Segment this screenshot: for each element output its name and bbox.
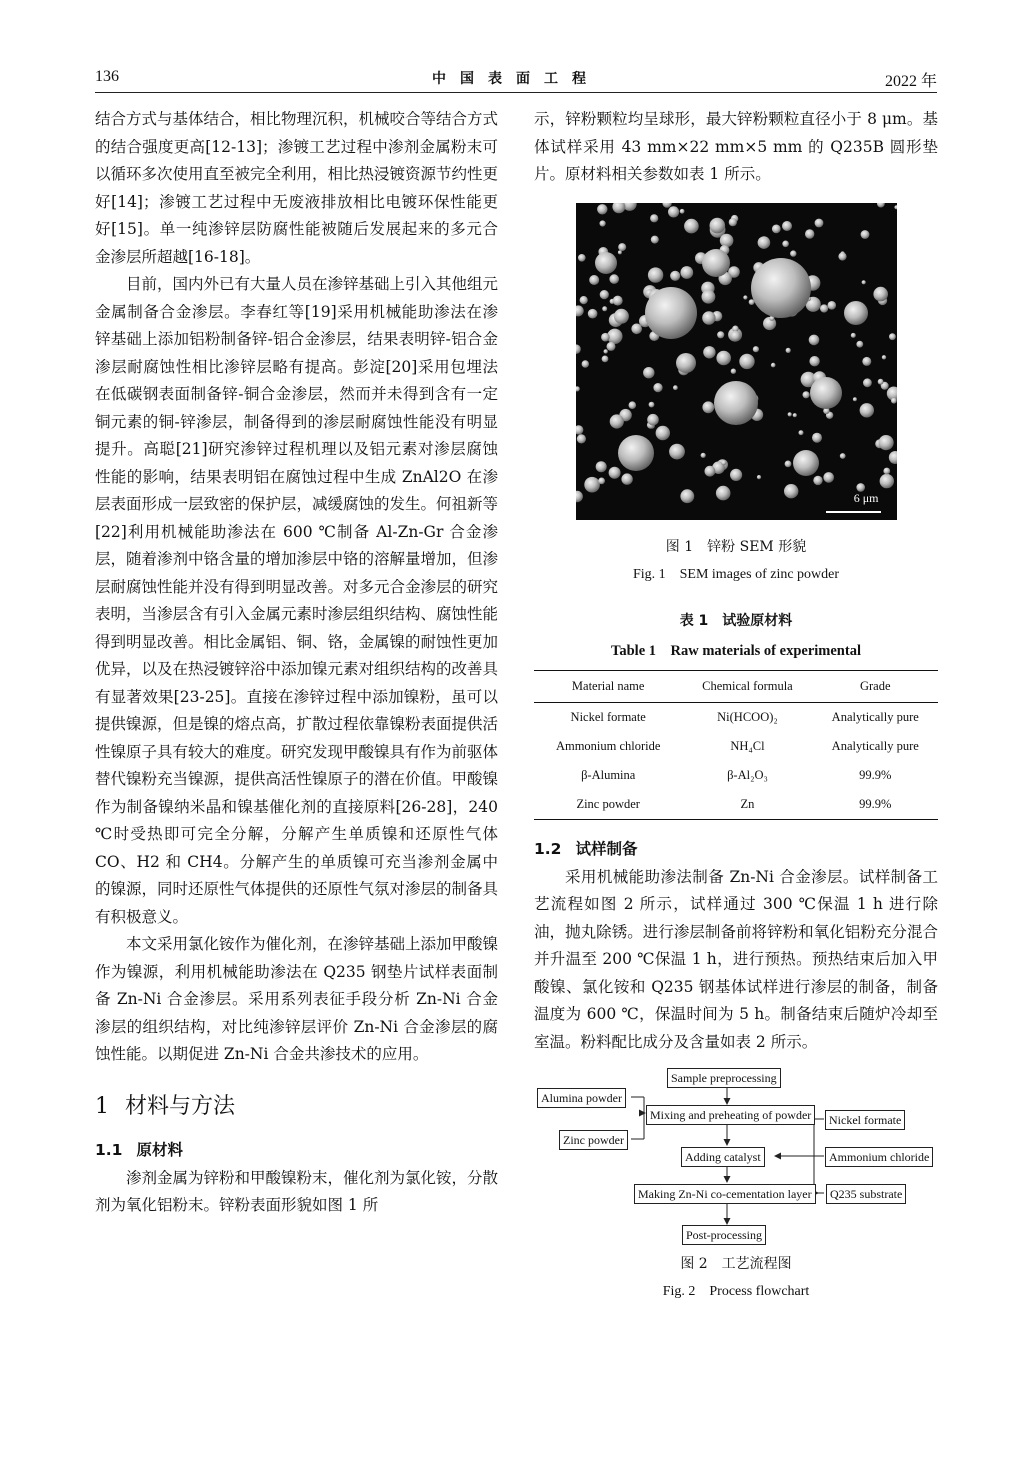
zinc-particle: [613, 308, 628, 323]
zinc-particle: [680, 266, 693, 279]
flow-step-mixing-preheating: Mixing and preheating of powder: [646, 1105, 815, 1125]
column-header: Material name: [534, 670, 682, 702]
zinc-particle: [889, 333, 896, 340]
zinc-particle: [813, 475, 822, 484]
flow-input-alumina-powder: Alumina powder: [537, 1088, 626, 1108]
flow-input-ammonium-chloride: Ammonium chloride: [825, 1147, 933, 1167]
zinc-particle: [709, 217, 725, 233]
zinc-particle: [704, 465, 715, 476]
zinc-particle: [669, 443, 685, 459]
zinc-particle: [584, 476, 600, 492]
zinc-particle: [879, 473, 893, 487]
zinc-particle: [597, 204, 607, 214]
paragraph-zinc-powder: 示，锌粉颗粒均呈球形，最大锌粉颗粒直径小于 8 μm。基体试样采用 43 mm×22 mm×5 mm 的 Q235B 圆形垫片。原材料相关参数如表 1 所示。: [534, 110, 938, 183]
zinc-particle: [715, 485, 730, 500]
zinc-particle: [599, 220, 605, 226]
flow-input-zinc-powder: Zinc powder: [559, 1130, 628, 1150]
zinc-particle: [756, 475, 760, 479]
zinc-particle: [785, 347, 790, 352]
paragraph-continued: 结合方式与基体结合，相比物理沉积，机械咬合等结合方式的结合强度更高[12-13]；渗镀工艺过程中渗剂金属粉末可以循环多次使用直至被完全利用，相比热浸镀资源节约性更好[14]；渗镀工艺过程中无废液排放相比电镀环保性能更好[15]。单一纯渗锌层防腐性能被随后发展起来的多元合金渗层所超越[16-18]。: [95, 110, 499, 266]
flow-step-post-processing: Post-processing: [682, 1225, 766, 1245]
subsection-heading-sample-prep: [534, 836, 938, 862]
zinc-particle: [621, 473, 632, 484]
zinc-particle: [721, 460, 726, 465]
zinc-particle: [581, 360, 588, 367]
table-cell: β-Alumina: [581, 767, 636, 782]
flow-input-nickel-formate: Nickel formate: [825, 1110, 905, 1130]
page-number: 136: [95, 68, 119, 85]
zinc-particle: [606, 341, 615, 350]
zinc-particle: [670, 270, 680, 280]
zinc-particle: [814, 218, 823, 227]
zinc-particle: [662, 203, 671, 208]
zinc-particle: [770, 362, 775, 367]
zinc-particle: [844, 301, 868, 325]
zinc-particle: [602, 306, 607, 311]
zinc-particle: [701, 289, 715, 303]
zinc-particle: [650, 214, 658, 222]
zinc-particle: [647, 267, 662, 282]
zinc-particle: [827, 301, 836, 310]
section-number: 1: [95, 1093, 109, 1119]
zinc-particle: [730, 368, 735, 373]
zinc-particle: [576, 305, 584, 316]
zinc-particle: [859, 403, 873, 417]
table-cell: 99.9%: [859, 767, 892, 782]
zinc-particle: [881, 355, 885, 359]
zinc-particle: [643, 367, 654, 378]
table-cell: Analytically pure: [831, 738, 919, 753]
zinc-particle: [702, 311, 715, 324]
zinc-particle: [631, 323, 642, 334]
raw-materials-table: [534, 670, 938, 820]
zinc-particle: [856, 340, 863, 347]
zinc-particle: [700, 452, 705, 457]
section-title: 材料与方法: [125, 1093, 236, 1119]
zinc-particle: [792, 413, 796, 417]
paragraph-prior-work: 目前，国内外已有大量人员在渗锌基础上引入其他组元金属制备合金渗层。李春红等[19]采用机械能助渗法在渗锌基础上添加铝粉制备锌-铝合金渗层，结果表明锌-铝合金渗层耐腐蚀性相比渗锌层略有提高。彭淀[20]采用包埋法在低碳钢表面制备锌-铜合金渗层，然而并未得到含有一定铜元素的铜-锌渗层，制备得到的渗层耐腐蚀性能没有明显提升。高聪[21]研究渗锌过程机理以及铝元素对渗层腐蚀性能的影响，结果表明铝在腐蚀过程中生成 ZnAl2O 在渗层表面形成一层致密的保护层，减缓腐蚀的发生。何祖新等[22]利用机械能助渗法在 600 ℃制备 Al-Zn-Gr 合金渗层，随着渗剂中铬含量的增加渗层中铬的溶解量增加，但渗层耐腐蚀性能并没有得到明显改善。对多元合金渗层的研究表明，当渗层含有引入金属元素时渗层组织结构、腐蚀性能得到明显改善。相比金属铝、铜、铬，金属镍的耐蚀性更加优异，以及在热浸镀锌浴中添加镍元素对组织结构的改善具有显著效果[23-25]。直接在渗锌过程中添加镍粉，虽可以提供镍源，但是镍的熔点高，扩散过程依靠镍粉表面提供活性镍原子具有较大的难度。研究发现甲酸镍具有作为前驱体替代镍粉充当镍源，提供高活性镍原子的潜在价值。甲酸镍作为制备镍纳米晶和镍基催化剂的直接原料[26-28]，240 ℃时受热即可完全分解，分解产生单质镍和还原性气体 CO、H2 和 CH4。分解产生的单质镍可充当渗剂金属中的镍源，同时还原性气体提供的还原性气氛对渗层的制备具有积极意义。: [95, 275, 499, 926]
zinc-particle: [757, 236, 770, 249]
table-row: [534, 761, 938, 790]
zinc-particle: [730, 468, 742, 480]
zinc-particle: [863, 378, 872, 387]
zinc-particle: [612, 295, 622, 305]
subsection-title: 原材料: [136, 1140, 183, 1159]
flow-step-adding-catalyst: Adding catalyst: [681, 1147, 765, 1167]
zinc-particle: [702, 249, 730, 277]
zinc-particle: [595, 252, 617, 274]
zinc-particle: [793, 450, 819, 476]
right-column: [534, 106, 938, 1303]
zinc-particle: [576, 344, 581, 354]
table-cell: Zn: [682, 790, 812, 820]
zinc-particle: [894, 205, 897, 209]
zinc-particle: [810, 377, 842, 409]
table-cell: Analytically pure: [831, 709, 919, 724]
zinc-particle: [883, 467, 890, 474]
table-header-row: [534, 670, 938, 702]
zinc-particle: [645, 287, 697, 339]
figure-2-caption-en: Fig. 2 Process flowchart: [662, 1284, 810, 1299]
zinc-particle: [771, 224, 780, 233]
zinc-particle: [702, 401, 714, 413]
zinc-particle: [653, 383, 662, 392]
zinc-particle: [595, 461, 606, 472]
zinc-particle: [877, 203, 885, 208]
zinc-particle: [578, 254, 586, 262]
left-column: [95, 106, 498, 1220]
publication-year: 2022 年: [884, 73, 937, 90]
zinc-particle: [714, 381, 758, 425]
table-cell: β-Al₂O₃: [727, 767, 768, 782]
zinc-particle: [576, 434, 585, 443]
zinc-particle: [852, 397, 856, 401]
zinc-particle: [587, 308, 597, 318]
zinc-particle: [805, 229, 814, 238]
table-cell: 99.9%: [812, 790, 938, 820]
flow-input-q235-substrate: Q235 substrate: [826, 1184, 906, 1204]
zinc-particle: [628, 401, 636, 409]
zinc-particle: [612, 203, 625, 213]
zinc-particle: [839, 453, 845, 459]
zinc-particle: [679, 208, 684, 213]
subsection-heading-raw-materials: [95, 1137, 498, 1163]
figure-1-caption-en: Fig. 1 SEM images of zinc powder: [632, 566, 840, 582]
table-row: [534, 702, 938, 732]
zinc-particle: [680, 489, 694, 503]
zinc-particle: [609, 414, 623, 428]
zinc-particle: [838, 252, 846, 260]
zinc-particle: [598, 477, 605, 484]
zinc-particle: [808, 334, 819, 345]
running-header: [95, 66, 937, 93]
zinc-particle: [717, 331, 724, 338]
zinc-particle: [599, 290, 608, 299]
table-cell: Ni(HCOO)₂: [717, 709, 778, 724]
paragraph-raw-materials: 渗剂金属为锌粉和甲酸镍粉末，催化剂为氯化铵，分散剂为氧化铝粉末。锌粉表面形貌如图 1 所: [95, 1168, 499, 1214]
figure-2-caption-cn: 图 2 工艺流程图: [680, 1256, 792, 1272]
zinc-particle: [784, 460, 791, 467]
zinc-particle: [603, 349, 607, 353]
paragraph-sample-prep: 采用机械能助渗法制备 Zn-Ni 合金渗层。试样制备工艺流程如图 2 所示，试样通过 300 ℃保温 1 h 进行除油，抛丸除锈。进行渗层制备前将锌粉和氧化铝粉充分混合并升温至 200 ℃保温 1 h，进行预热。预热结束后加入甲酸镍、氯化铵和 Q235 钢基体试样进行渗层的制备，制备温度为 600 ℃，保温时间为 5 h。制备结束后随炉冷却至室温。粉料配比成分及含量如表 2 所示。: [534, 867, 938, 1051]
sem-image: [576, 203, 897, 520]
zinc-particle: [743, 295, 747, 299]
zinc-particle: [782, 240, 789, 247]
zinc-particle: [589, 275, 599, 285]
table-1-caption-cn: 表 1 试验原材料: [679, 612, 793, 629]
zinc-particle: [618, 243, 626, 251]
flow-step-sample-preprocessing: Sample preprocessing: [667, 1068, 781, 1088]
table-row: [534, 790, 938, 820]
table-cell: Zinc powder: [534, 790, 682, 820]
zinc-particle: [719, 233, 733, 247]
sem-micrograph: [576, 203, 897, 520]
zinc-particle: [601, 332, 610, 341]
zinc-particle: [728, 218, 736, 226]
zinc-particle: [802, 391, 809, 398]
subsection-title: 试样制备: [575, 839, 638, 858]
zinc-particle: [809, 356, 819, 366]
process-flowchart: [534, 1068, 938, 1243]
zinc-particle: [676, 353, 696, 373]
zinc-particle: [873, 286, 888, 301]
table-cell: Nickel formate: [570, 709, 646, 724]
journal-name: 中国表面工程: [432, 72, 600, 87]
zinc-particle: [812, 432, 822, 442]
zinc-particle: [655, 425, 669, 439]
zinc-particle: [647, 413, 659, 425]
zinc-particle: [787, 412, 791, 416]
zinc-particle: [752, 346, 758, 352]
zinc-particle: [878, 435, 893, 450]
zinc-particle: [862, 356, 871, 365]
zinc-particle: [601, 355, 608, 362]
subsection-number: 1.2: [534, 839, 562, 858]
zinc-particle: [782, 221, 792, 231]
zinc-particle: [618, 435, 654, 471]
zinc-particle: [751, 258, 811, 318]
zinc-particle: [576, 425, 583, 434]
figure-1-caption-cn: 图 1 锌粉 SEM 形貌: [665, 538, 807, 555]
zinc-particle: [668, 206, 679, 217]
zinc-particle: [798, 430, 803, 435]
zinc-particle: [888, 451, 896, 464]
zinc-particle: [576, 386, 580, 391]
zinc-particle: [609, 274, 619, 284]
zinc-particle: [648, 401, 654, 407]
zinc-particle: [650, 235, 658, 243]
zinc-particle: [877, 378, 883, 384]
zinc-particle: [784, 484, 798, 498]
zinc-particle: [716, 350, 731, 365]
zinc-particle: [891, 397, 897, 403]
zinc-particle: [617, 250, 621, 254]
table-cell: Ammonium chloride: [555, 738, 661, 753]
flow-step-making-layer: Making Zn-Ni co-cementation layer: [634, 1184, 816, 1204]
zinc-particle: [673, 385, 678, 390]
zinc-particle: [739, 353, 754, 368]
zinc-particle: [850, 332, 855, 337]
zinc-particle: [576, 490, 583, 501]
zinc-particle: [730, 330, 741, 341]
column-header: Grade: [812, 670, 938, 702]
zinc-particle: [684, 218, 699, 233]
table-cell: NH₄Cl: [730, 738, 765, 753]
zinc-particle: [820, 304, 828, 312]
zinc-particle: [703, 346, 715, 358]
zinc-particle: [579, 296, 587, 304]
zinc-particle: [608, 466, 620, 478]
zinc-particle: [823, 472, 834, 483]
zinc-particle: [861, 280, 865, 284]
subsection-number: 1.1: [95, 1140, 123, 1159]
scale-bar-label: 6 μm: [853, 490, 879, 505]
zinc-particle: [790, 250, 796, 256]
column-header: Chemical formula: [682, 670, 812, 702]
zinc-particle: [860, 230, 869, 239]
section-heading-materials-methods: [95, 1089, 498, 1125]
table-row: [534, 732, 938, 761]
table-1-caption-en: Table 1 Raw materials of experimental: [611, 642, 861, 659]
paragraph-this-work: 本文采用氯化铵作为催化剂，在渗锌基础上添加甲酸镍作为镍源，利用机械能助渗法在 Q235 钢垫片试样表面制备 Zn-Ni 合金渗层。采用系列表征手段分析 Zn-Ni 合金渗层的组织结构，对比纯渗锌层评价 Zn-Ni 合金渗层的腐蚀性能。以期促进 Zn-Ni 合金共渗技术的应用。: [95, 935, 499, 1063]
